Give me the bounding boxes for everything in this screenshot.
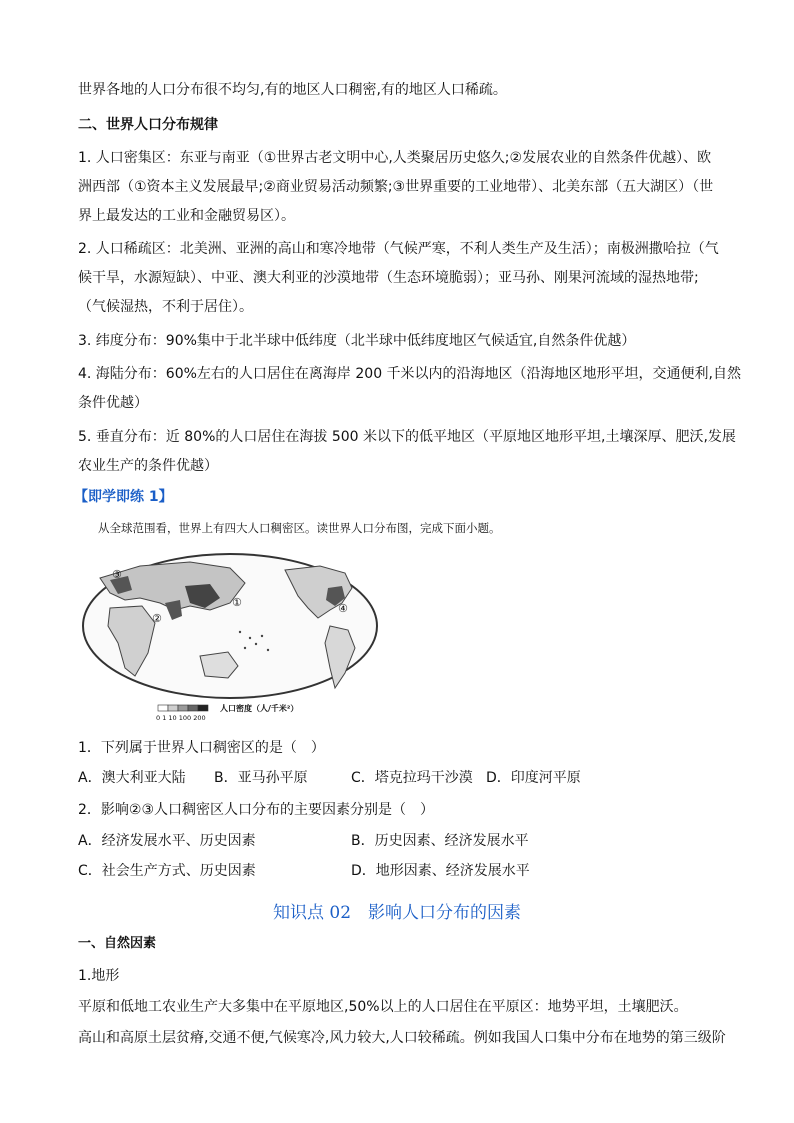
p3-line: 3. 纬度分布：90%集中于北半球中低纬度（北半球中低纬度地区气候适宜,自然条件优越） xyxy=(78,333,636,349)
practice-title: 【即学即练 1】 xyxy=(74,489,173,505)
terrain-paragraph-2: 高山和高原土层贫瘠,交通不便,气候寒冷,风力较大,人口较稀疏。例如我国人口集中分布在地势的第三级阶 xyxy=(78,1030,726,1046)
p1-line2: 洲西部（①资本主义发展最早;②商业贸易活动频繁;③世界重要的工业地带）、北美东部（五大湖区）（世 xyxy=(78,179,714,195)
knowledge-point-title: 知识点 02 影响人口分布的因素 xyxy=(272,903,522,923)
marker-3: ③ xyxy=(112,568,122,581)
legend-label: 人口密度（人/千米²） xyxy=(220,704,299,713)
p4-line1: 4. 海陆分布：60%左右的人口居住在离海岸 200 千米以内的沿海地区（沿海地区地形平坦，交通便利,自然 xyxy=(78,366,741,382)
world-population-map xyxy=(80,548,380,728)
map-figure xyxy=(80,548,380,728)
section2-title: 二、世界人口分布规律 xyxy=(78,117,218,133)
q1-option-d: D．印度河平原 xyxy=(486,770,581,786)
p2-line1: 2. 人口稀疏区：北美洲、亚洲的高山和寒冷地带（气候严寒，不利人类生产及生活）；南极洲撒哈拉（气 xyxy=(78,241,719,257)
q1-option-c: C．塔克拉玛干沙漠 xyxy=(351,770,473,786)
q2-option-d: D．地形因素、经济发展水平 xyxy=(351,863,530,879)
legend-ticks: 0 1 10 100 200 xyxy=(156,714,206,722)
map-legend xyxy=(156,703,298,722)
p5-line2: 农业生产的条件优越） xyxy=(78,458,218,474)
practice-intro: 从全球范围看，世界上有四大人口稠密区。读世界人口分布图，完成下面小题。 xyxy=(98,521,501,535)
p2-line2: 候干旱，水源短缺）、中亚、澳大利亚的沙漠地带（生态环境脆弱）；亚马孙、刚果河流域的湿热地带; xyxy=(78,270,699,286)
q2-stem: 2．影响②③人口稠密区人口分布的主要因素分别是（ ） xyxy=(78,802,435,818)
p1-line3: 界上最发达的工业和金融贸易区）。 xyxy=(78,208,295,224)
section1-title: 一、自然因素 xyxy=(78,936,157,951)
p5-line1: 5. 垂直分布：近 80%的人口居住在海拔 500 米以下的低平地区（平原地区地形平坦,土壤深厚、肥沃,发展 xyxy=(78,429,736,445)
terrain-paragraph-1: 平原和低地工农业生产大多集中在平原地区,50%以上的人口居住在平原区：地势平坦，土壤肥沃。 xyxy=(78,999,688,1015)
marker-4: ④ xyxy=(338,602,348,615)
q1-option-a: A．澳大利亚大陆 xyxy=(78,770,186,786)
q1-stem: 1．下列属于世界人口稠密区的是（ ） xyxy=(78,740,325,756)
marker-1: ① xyxy=(232,596,242,609)
q2-option-a: A．经济发展水平、历史因素 xyxy=(78,833,256,849)
q2-option-b: B．历史因素、经济发展水平 xyxy=(351,833,529,849)
q2-option-c: C．社会生产方式、历史因素 xyxy=(78,863,256,879)
p4-line2: 条件优越） xyxy=(78,395,148,411)
p1-line1: 1. 人口密集区：东亚与南亚（①世界古老文明中心,人类聚居历史悠久;②发展农业的自然条件优越）、欧 xyxy=(78,150,712,166)
intro-text: 世界各地的人口分布很不均匀,有的地区人口稠密,有的地区人口稀疏。 xyxy=(78,82,507,98)
terrain-heading: 1.地形 xyxy=(78,968,120,984)
p2-line3: （气候湿热，不利于居住）。 xyxy=(78,299,253,315)
marker-2: ② xyxy=(152,612,162,625)
q1-option-b: B．亚马孙平原 xyxy=(214,770,308,786)
